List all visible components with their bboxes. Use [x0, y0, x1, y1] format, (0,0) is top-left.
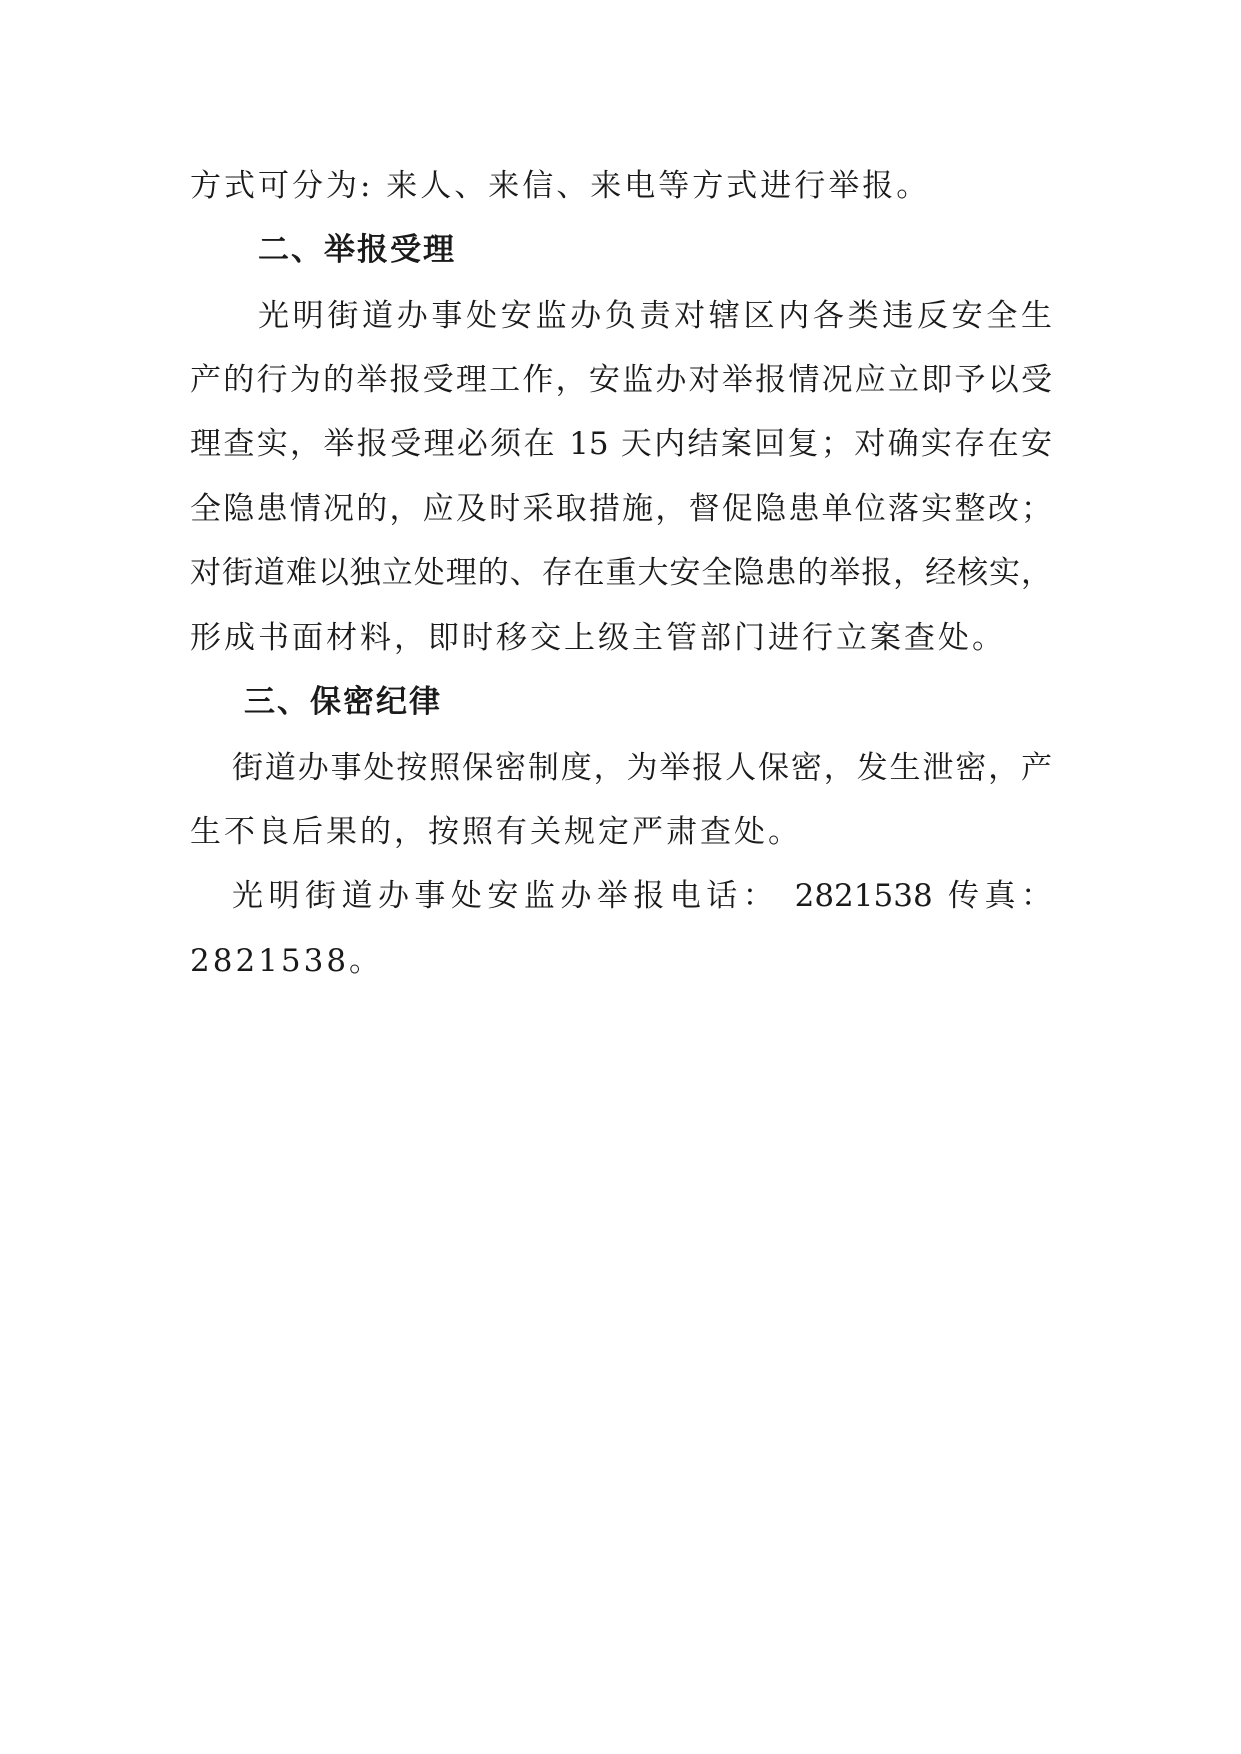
section2-line-6: 形成书面材料，即时移交上级主管部门进行立案查处。 — [190, 620, 1006, 656]
section2-line-5: 对街道难以独立处理的、存在重大安全隐患的举报，经核实， — [190, 555, 1052, 591]
contact-line-2: 2821538。 — [190, 943, 384, 979]
section2-line-2: 产的行为的举报受理工作，安监办对举报情况应立即予以受 — [190, 362, 1052, 398]
section2-line-3: 理查实，举报受理必须在 15 天内结案回复；对确实存在安 — [190, 426, 1052, 462]
section3-line-2: 生不良后果的，按照有关规定严肃查处。 — [190, 814, 802, 850]
section3-line-1: 街道办事处按照保密制度，为举报人保密，发生泄密，产 — [232, 750, 1052, 786]
section2-line-1: 光明街道办事处安监办负责对辖区内各类违反安全生 — [258, 298, 1052, 334]
section3-heading: 三、保密纪律 — [244, 684, 442, 720]
section2-line-4: 全隐患情况的，应及时采取措施，督促隐患单位落实整改； — [190, 491, 1052, 527]
intro-tail-line: 方式可分为: 来人、来信、来电等方式进行举报。 — [190, 168, 931, 204]
contact-line-1: 光明街道办事处安监办举报电话： 2821538 传真： — [232, 878, 1052, 914]
section2-heading: 二、举报受理 — [258, 232, 456, 268]
